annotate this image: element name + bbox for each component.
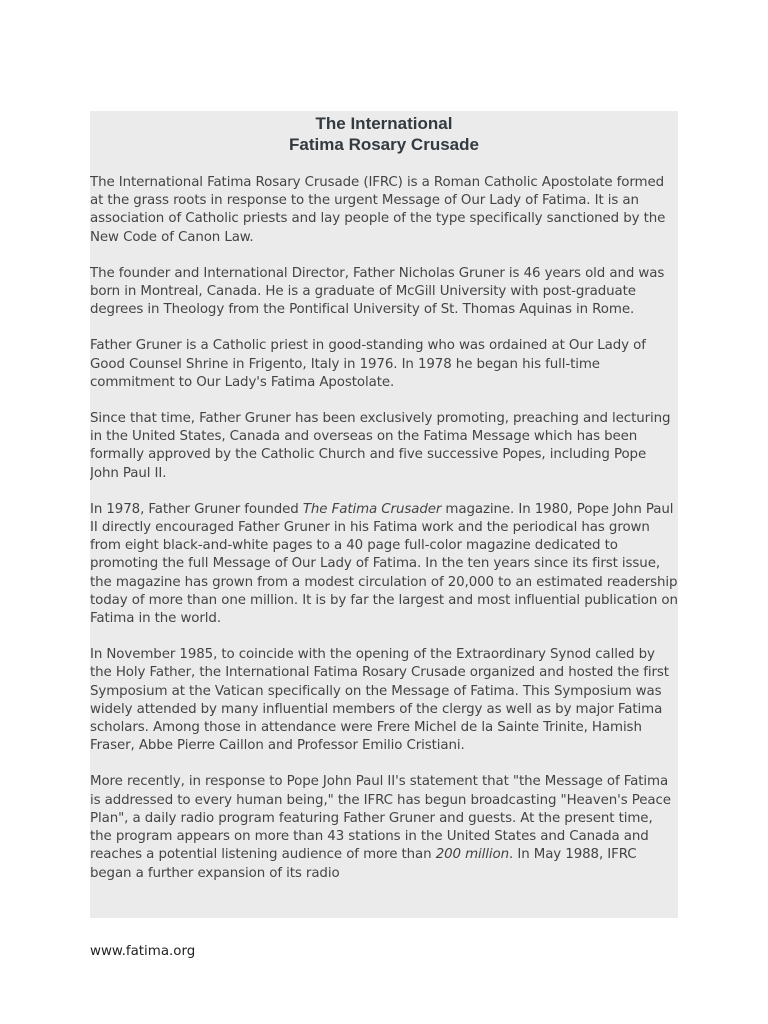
- paragraph-radio-before: More recently, in response to Pope John Paul II's statement that "the Message of Fatima is addressed to every human being," the IFRC has begun broadcasting "Heaven's Peace Plan", a daily radio program featuring Father Gruner and guests. At the present time, the program appears on more than 43 stations in the United States and Canada and reaches a potential listening audience of more than: [90, 774, 671, 863]
- paragraph-radio-after: . In May 1988, IFRC began a further expansion of its radio: [90, 847, 637, 881]
- title-line-2: Fatima Rosary Crusade: [289, 135, 479, 154]
- paragraph-ifrc-intro: The International Fatima Rosary Crusade (IFRC) is a Roman Catholic Apostolate formed at the grass roots in response to the urgent Message of Our Lady of Fatima. It is an association of Catholic priests and lay people of the type specifically sanctioned by the New Code of Canon Law.: [90, 175, 666, 245]
- footer-url: www.fatima.org: [90, 944, 196, 959]
- paragraph-founder: The founder and International Director, Father Nicholas Gruner is 46 years old and was born in Montreal, Canada. He is a graduate of McGill University with post-graduate degrees in Theology from the Pontifical University of St. Thomas Aquinas in Rome.: [90, 265, 665, 318]
- paragraph-ordination: Father Gruner is a Catholic priest in good-standing who was ordained at Our Lady of Good Counsel Shrine in Frigento, Italy in 1976. In 1978 he began his full-time commitment to Our Lady's Fatima Apostolate.: [90, 338, 646, 390]
- title-line-1: The International: [315, 114, 453, 133]
- article-panel: [90, 111, 678, 918]
- audience-figure: 200 million: [435, 847, 510, 863]
- paragraph-radio: [90, 773, 678, 882]
- magazine-title: The Fatima Crusader: [302, 501, 442, 517]
- article-title: [90, 111, 678, 155]
- article-body: [90, 174, 678, 883]
- paragraph-magazine-after: magazine. In 1980, Pope John Paul II directly encouraged Father Gruner in his Fatima work and the periodical has grown from eight black-and-white pages to a 40 page full-color magazine dedicated to promoting the full Message of Our Lady of Fatima. In the ten years since its first issue, the magazine has grown from a modest circulation of 20,000 to an estimated readership today of more than one million. It is by far the largest and most influential publication on Fatima in the world.: [90, 501, 678, 627]
- paragraph-magazine: [90, 501, 678, 628]
- paragraph-symposium: In November 1985, to coincide with the opening of the Extraordinary Synod called by the Holy Father, the International Fatima Rosary Crusade organized and hosted the first Symposium at the Vatican specifically on the Message of Fatima. This Symposium was widely attended by many influential members of the clergy as well as by major Fatima scholars. Among those in attendance were Frere Michel de la Sainte Trinite, Hamish Fraser, Abbe Pierre Caillon and Professor Emilio Cristiani.: [90, 647, 669, 754]
- paragraph-promotion: Since that time, Father Gruner has been exclusively promoting, preaching and lecturing in the United States, Canada and overseas on the Fatima Message which has been formally approved by the Catholic Church and five successive Popes, including Pope John Paul II.: [90, 411, 671, 481]
- paragraph-magazine-before: In 1978, Father Gruner founded: [90, 501, 303, 517]
